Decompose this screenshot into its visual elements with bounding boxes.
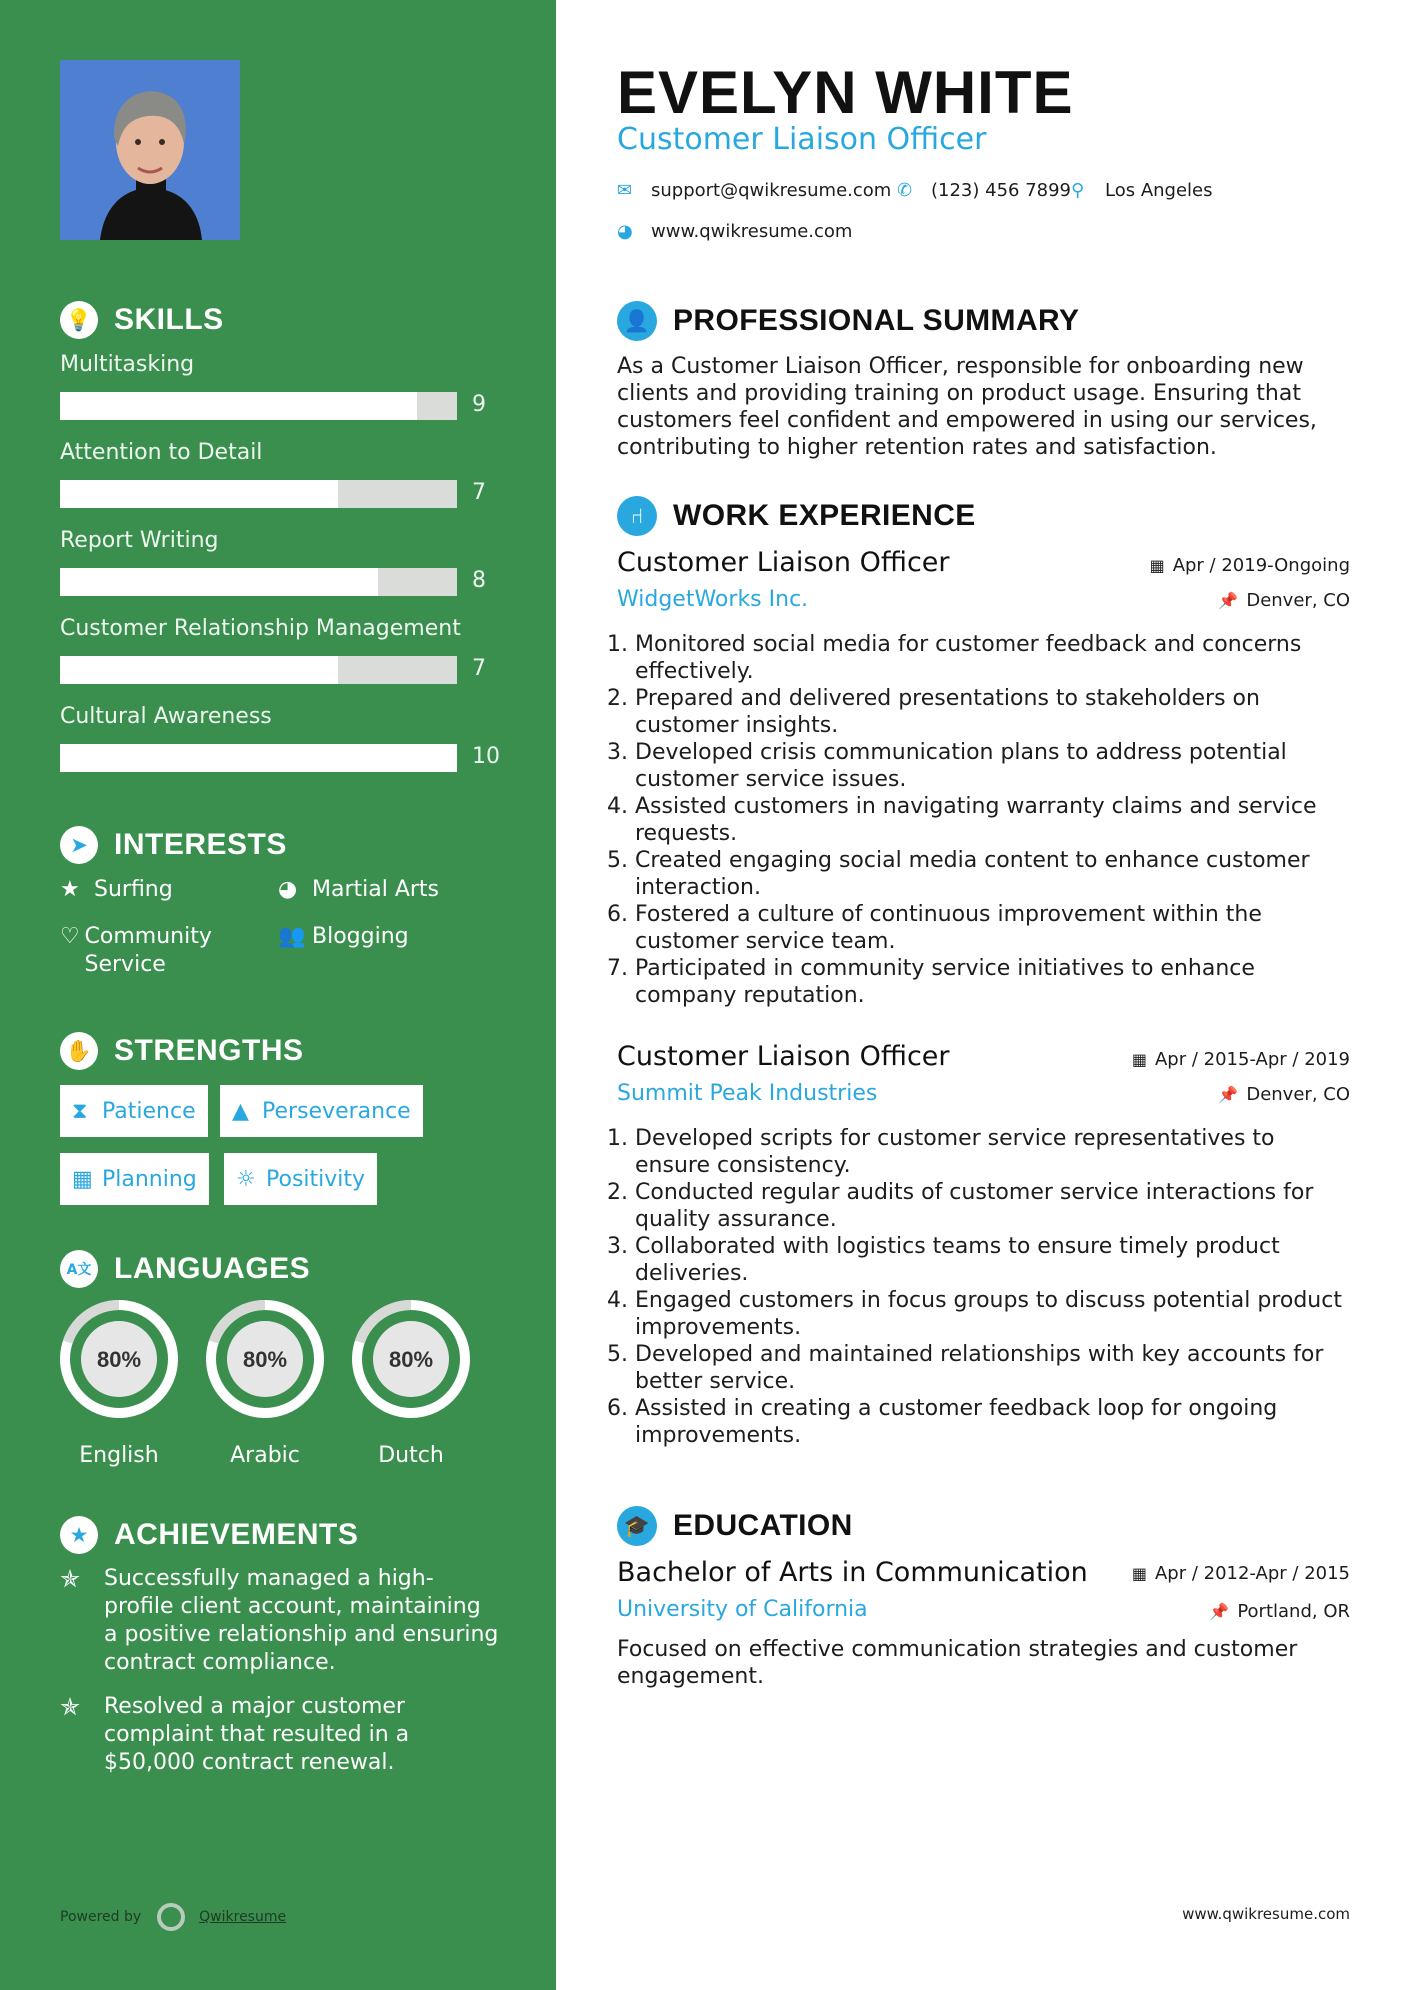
shooting-star-icon: ✯	[60, 1565, 81, 1593]
strength-chip	[60, 1085, 208, 1137]
interest-item	[60, 923, 240, 979]
qwikresume-logo-icon	[157, 1903, 185, 1931]
skill-level: 8	[472, 568, 486, 593]
sidebar	[0, 0, 556, 1990]
job-date-text: Apr / 2019-Ongoing	[1172, 555, 1350, 576]
strength-label: Positivity	[266, 1166, 366, 1192]
language-ring	[58, 1298, 180, 1420]
calendar-icon: ▦	[1149, 556, 1165, 575]
contact-location	[1071, 180, 1213, 201]
job-company: WidgetWorks Inc.	[617, 587, 809, 612]
skills-title: SKILLS	[114, 303, 224, 336]
website-text[interactable]: www.qwikresume.com	[651, 221, 853, 242]
skill-bar-fill	[60, 480, 338, 508]
pin-icon: 📌	[1218, 1085, 1239, 1104]
strength-chip	[220, 1085, 423, 1137]
contact-phone	[897, 180, 1071, 201]
job-location-text: Denver, CO	[1246, 590, 1350, 611]
skill-bar-fill	[60, 744, 457, 772]
calendar-icon: ▦	[72, 1166, 93, 1192]
interest-item	[278, 923, 409, 951]
language-percent: 80%	[242, 1347, 288, 1372]
skill-level: 7	[472, 656, 486, 681]
interest-item	[60, 876, 173, 904]
languages-title: LANGUAGES	[114, 1252, 311, 1285]
experience-header	[617, 496, 976, 536]
sun-icon: ☼	[236, 1166, 256, 1192]
achievement-item	[60, 1565, 500, 1677]
globe-icon: ◕	[617, 221, 633, 242]
achievement-text: Resolved a major customer complaint that resulted in a $50,000 contract renewal.	[104, 1694, 410, 1775]
email-text[interactable]: support@qwikresume.com	[651, 180, 892, 201]
skill-name: Customer Relationship Management	[60, 616, 461, 641]
heart-outline-icon: ♡	[60, 924, 80, 949]
interest-label: Community Service	[84, 924, 212, 977]
skills-header	[60, 301, 224, 339]
language-percent: 80%	[96, 1347, 142, 1372]
main-content	[617, 0, 1350, 1990]
summary-title: PROFESSIONAL SUMMARY	[673, 304, 1080, 337]
strength-chip	[60, 1153, 209, 1205]
calendar-icon: ▦	[1131, 1564, 1147, 1583]
pin-icon: 📌	[1218, 591, 1239, 610]
strength-label: Patience	[102, 1098, 196, 1124]
contact-website	[617, 221, 852, 242]
strength-label: Perseverance	[262, 1098, 411, 1124]
strength-chip	[224, 1153, 377, 1205]
skill-level: 7	[472, 480, 486, 505]
skill-bar-fill	[60, 568, 378, 596]
graduation-cap-icon: 🎓	[617, 1506, 657, 1546]
star-icon: ★	[60, 877, 80, 902]
location-text: Los Angeles	[1105, 180, 1213, 201]
job-duties	[617, 1125, 1350, 1449]
achievements-title: ACHIEVEMENTS	[114, 1518, 359, 1551]
users-icon: 👥	[278, 924, 306, 949]
strength-label: Planning	[102, 1166, 197, 1192]
education-school: University of California	[617, 1597, 868, 1622]
language-name: English	[79, 1443, 159, 1468]
calendar-icon: ▦	[1131, 1050, 1147, 1069]
languages-header	[60, 1250, 310, 1288]
job-location-text: Denver, CO	[1246, 1084, 1350, 1105]
education-date-text: Apr / 2012-Apr / 2015	[1154, 1563, 1350, 1584]
skill-name: Cultural Awareness	[60, 704, 272, 729]
language-name: Arabic	[230, 1443, 300, 1468]
achievement-text: Successfully managed a high-profile client account, maintaining a positive relationship and ensuring contract compliance.	[104, 1566, 499, 1675]
profile-photo	[60, 60, 240, 240]
footer-url[interactable]: www.qwikresume.com	[1182, 1905, 1350, 1923]
language-ring	[204, 1298, 326, 1420]
education-date	[1132, 1563, 1350, 1584]
language-item	[58, 1298, 180, 1468]
duty-item: 1. Developed scripts for customer service representatives to ensure consistency.	[635, 1125, 1350, 1179]
education-location	[1209, 1601, 1350, 1622]
candidate-role: Customer Liaison Officer	[617, 122, 987, 157]
lightbulb-icon: 💡	[60, 301, 98, 339]
candidate-name: EVELYN WHITE	[617, 59, 1074, 126]
skill-bar-fill	[60, 392, 417, 420]
pin-icon: 📌	[1209, 1602, 1230, 1621]
language-ring	[350, 1298, 472, 1420]
education-location-text: Portland, OR	[1237, 1601, 1350, 1622]
contact-email	[617, 180, 891, 201]
duty-item: 2. Prepared and delivered presentations to stakeholders on customer insights.	[635, 685, 1350, 739]
shooting-star-icon: ✯	[60, 1693, 81, 1721]
job-title: Customer Liaison Officer	[617, 1041, 950, 1072]
duty-item: 1. Monitored social media for customer feedback and concerns effectively.	[635, 631, 1350, 685]
powered-by	[60, 1903, 286, 1931]
paper-plane-icon: ➤	[60, 826, 98, 864]
duty-item: 5. Developed and maintained relationships with key accounts for better service.	[635, 1341, 1350, 1395]
hourglass-icon: ⧗	[72, 1098, 88, 1124]
duty-item: 4. Assisted customers in navigating warranty claims and service requests.	[635, 793, 1350, 847]
language-item	[350, 1298, 472, 1468]
achievement-item	[60, 1693, 500, 1777]
job-title: Customer Liaison Officer	[617, 547, 950, 578]
language-icon: A文	[60, 1250, 98, 1288]
road-icon: ▲	[232, 1098, 249, 1124]
job-location	[1218, 590, 1350, 611]
job-duties	[617, 631, 1350, 1009]
envelope-icon: ✉	[617, 180, 633, 201]
interest-label: Martial Arts	[312, 877, 440, 902]
skill-bar	[60, 568, 457, 596]
hand-icon: ✋	[60, 1032, 98, 1070]
phone-icon: ✆	[897, 180, 913, 201]
skill-bar	[60, 480, 457, 508]
strengths-title: STRENGTHS	[114, 1034, 304, 1067]
job-company: Summit Peak Industries	[617, 1081, 878, 1106]
skill-level: 9	[472, 392, 486, 417]
job-location	[1218, 1084, 1350, 1105]
duty-item: 7. Participated in community service initiatives to enhance company reputation.	[635, 955, 1350, 1009]
skill-level: 10	[472, 744, 500, 769]
skill-bar-fill	[60, 656, 338, 684]
job-date-text: Apr / 2015-Apr / 2019	[1154, 1049, 1350, 1070]
skill-bar	[60, 392, 457, 420]
experience-title: WORK EXPERIENCE	[673, 499, 976, 532]
education-title: EDUCATION	[673, 1509, 853, 1542]
interests-header	[60, 826, 287, 864]
job-date	[1132, 1049, 1350, 1070]
education-header	[617, 1506, 853, 1546]
chair-icon: ⑁	[617, 496, 657, 536]
qwikresume-link[interactable]: Qwikresume	[199, 1909, 287, 1925]
summary-text: As a Customer Liaison Officer, responsible for onboarding new clients and providing training on product usage. Ensuring that customers feel confident and empowered in using our services, contributing to higher retention rates and satisfaction.	[617, 354, 1317, 460]
duty-item: 5. Created engaging social media content to enhance customer interaction.	[635, 847, 1350, 901]
skill-bar	[60, 744, 457, 772]
duty-item: 6. Assisted in creating a customer feedback loop for ongoing improvements.	[635, 1395, 1350, 1449]
star-badge-icon: ★	[60, 1516, 98, 1554]
interest-label: Surfing	[94, 877, 173, 902]
summary-header	[617, 301, 1079, 341]
globe-icon: ◕	[278, 877, 298, 902]
education-degree: Bachelor of Arts in Communication	[617, 1557, 1088, 1588]
interests-title: INTERESTS	[114, 828, 287, 861]
phone-text[interactable]: (123) 456 7899	[931, 180, 1072, 201]
skill-bar	[60, 656, 457, 684]
achievements-header	[60, 1516, 358, 1554]
duty-item: 6. Fostered a culture of continuous improvement within the customer service team.	[635, 901, 1350, 955]
duty-item: 4. Engaged customers in focus groups to discuss potential product improvements.	[635, 1287, 1350, 1341]
language-name: Dutch	[378, 1443, 444, 1468]
interest-item	[278, 876, 439, 904]
duty-item: 3. Collaborated with logistics teams to ensure timely product deliveries.	[635, 1233, 1350, 1287]
user-icon: 👤	[617, 301, 657, 341]
interest-label: Blogging	[312, 924, 409, 949]
skill-name: Multitasking	[60, 352, 195, 377]
language-item	[204, 1298, 326, 1468]
duty-item: 3. Developed crisis communication plans to address potential customer service issues.	[635, 739, 1350, 793]
powered-by-label: Powered by	[60, 1909, 142, 1925]
job-date	[1150, 555, 1350, 576]
language-percent: 80%	[388, 1347, 434, 1372]
skill-name: Attention to Detail	[60, 440, 263, 465]
strengths-header	[60, 1032, 304, 1070]
map-pin-icon: ⚲	[1071, 180, 1085, 201]
skill-name: Report Writing	[60, 528, 219, 553]
duty-item: 2. Conducted regular audits of customer service interactions for quality assurance.	[635, 1179, 1350, 1233]
education-description: Focused on effective communication strategies and customer engagement.	[617, 1637, 1298, 1689]
